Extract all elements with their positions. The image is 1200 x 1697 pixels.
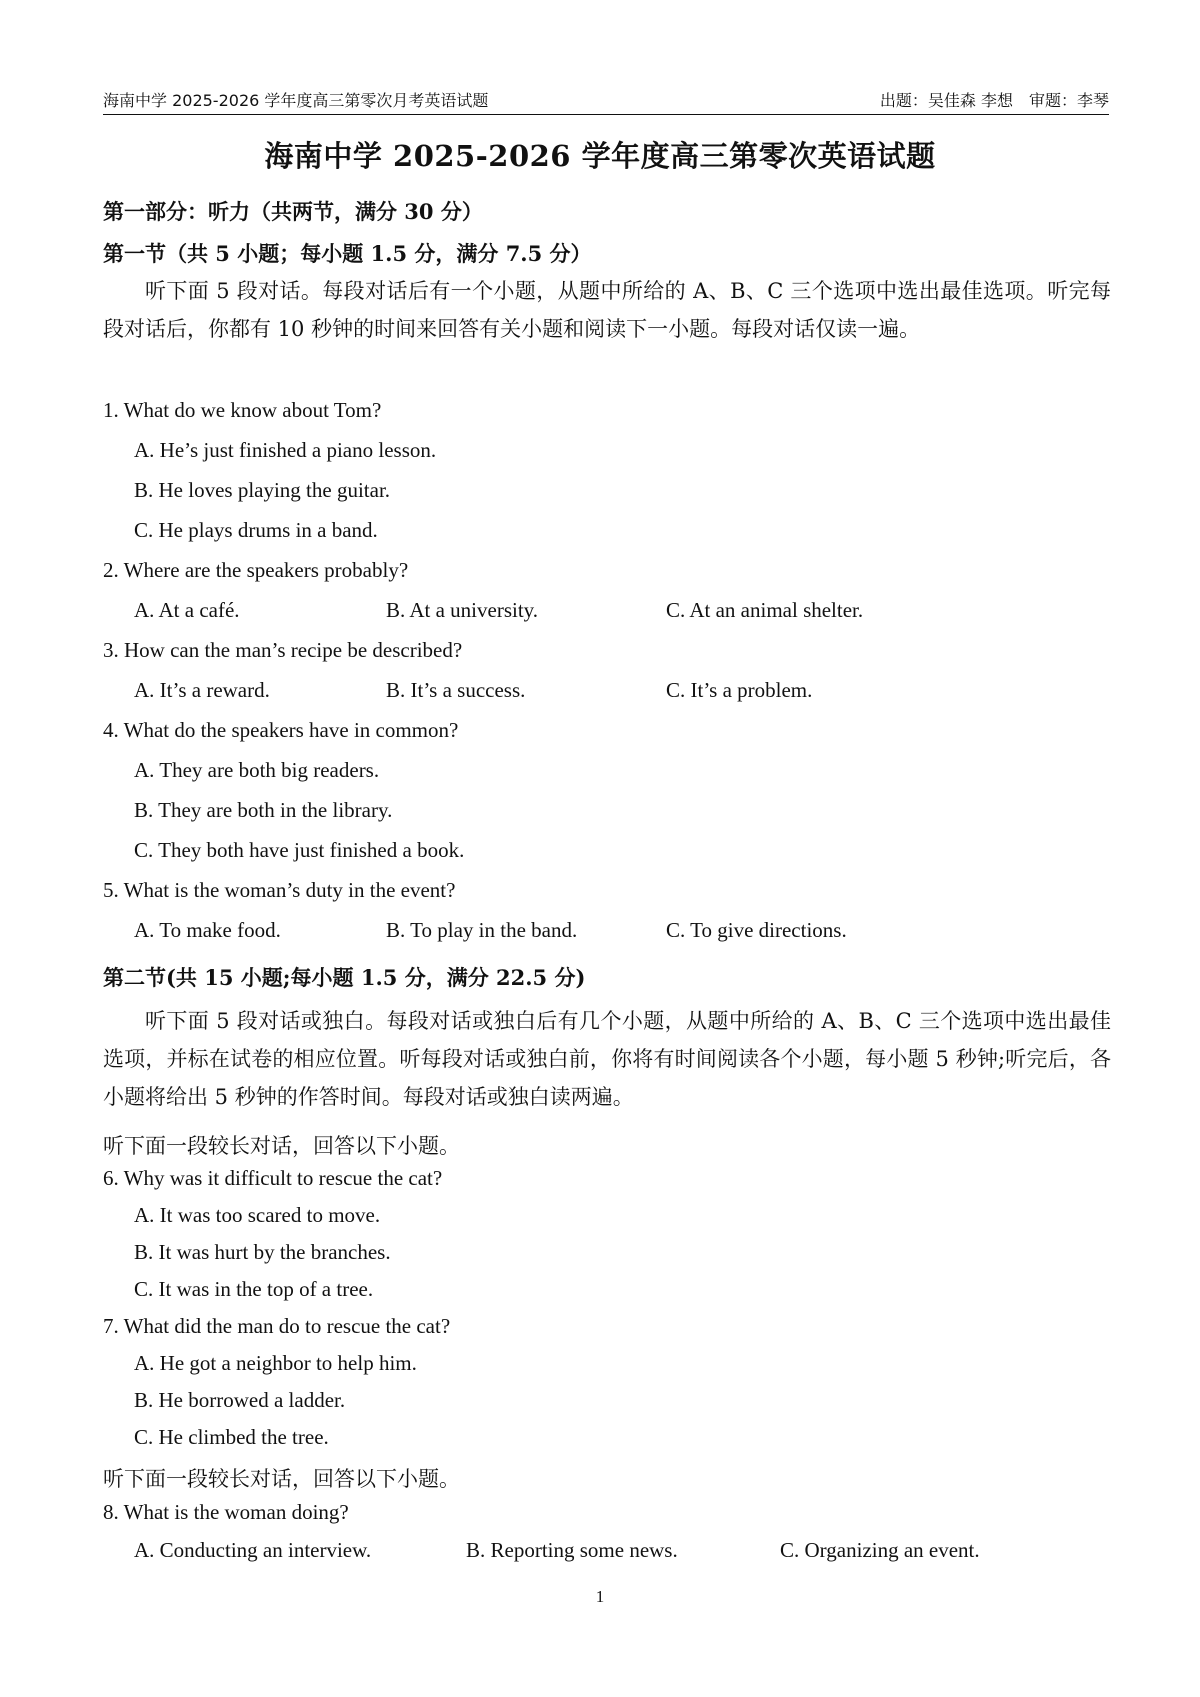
q8-option-b: B. Reporting some news. xyxy=(466,1538,678,1562)
q4-option-c: C. They both have just finished a book. xyxy=(134,838,465,862)
question-5: 5. What is the woman’s duty in the event? xyxy=(103,878,456,902)
section2-instructions: 听下面 5 段对话或独白。每段对话或独白后有几个小题，从题中所给的 A、B、C 三个选项中选出最佳选项，并标在试卷的相应位置。听每段对话或独白前，你将有时间阅读各个小题，每小题 5 秒钟;听完后，各小题将给出 5 秒钟的作答时间。每段对话或独白读两遍。 xyxy=(103,1009,1111,1109)
q7-option-b: B. He borrowed a ladder. xyxy=(134,1388,346,1412)
q6-option-c: C. It was in the top of a tree. xyxy=(134,1277,374,1301)
page-header xyxy=(103,86,1109,115)
q5-option-c: C. To give directions. xyxy=(666,918,847,942)
section2-heading: 第二节(共 15 小题;每小题 1.5 分，满分 22.5 分) xyxy=(103,965,586,990)
q4-option-a: A. They are both big readers. xyxy=(134,758,380,782)
q8-option-a: A. Conducting an interview. xyxy=(134,1538,372,1562)
q5-option-b: B. To play in the band. xyxy=(386,918,578,942)
q1-option-c: C. He plays drums in a band. xyxy=(134,518,378,542)
q7-option-a: A. He got a neighbor to help him. xyxy=(134,1351,417,1375)
q1-option-b: B. He loves playing the guitar. xyxy=(134,478,391,502)
question-6: 6. Why was it difficult to rescue the cat? xyxy=(103,1166,443,1190)
question-4: 4. What do the speakers have in common? xyxy=(103,718,459,742)
q5-option-a: A. To make food. xyxy=(134,918,281,942)
page-title: 海南中学 2025-2026 学年度高三第零次英语试题 xyxy=(264,139,936,173)
question-1: 1. What do we know about Tom? xyxy=(103,398,382,422)
page-number: 1 xyxy=(595,1587,605,1606)
q3-option-c: C. It’s a problem. xyxy=(666,678,813,702)
header-exam-name: 海南中学 2025-2026 学年度高三第零次月考英语试题 xyxy=(103,91,489,110)
q2-option-b: B. At a university. xyxy=(386,598,539,622)
q3-option-a: A. It’s a reward. xyxy=(134,678,270,702)
q2-option-c: C. At an animal shelter. xyxy=(666,598,864,622)
q3-option-b: B. It’s a success. xyxy=(386,678,526,702)
header-authors: 出题：吴佳森 李想 审题：李琴 xyxy=(879,91,1109,110)
section1-heading: 第一节（共 5 小题；每小题 1.5 分，满分 7.5 分） xyxy=(103,241,592,266)
q2-option-a: A. At a café. xyxy=(134,598,240,622)
question-3: 3. How can the man’s recipe be described? xyxy=(103,638,463,662)
section1-instructions: 听下面 5 段对话。每段对话后有一个小题，从题中所给的 A、B、C 三个选项中选出最佳选项。听完每段对话后，你都有 10 秒钟的时间来回答有关小题和阅读下一小题。每段对话仅读一遍。 xyxy=(103,279,1111,341)
q6-option-a: A. It was too scared to move. xyxy=(134,1203,381,1227)
question-8: 8. What is the woman doing? xyxy=(103,1500,349,1524)
q6-option-b: B. It was hurt by the branches. xyxy=(134,1240,391,1264)
question-2: 2. Where are the speakers probably? xyxy=(103,558,409,582)
part1-heading: 第一部分：听力（共两节，满分 30 分） xyxy=(103,199,483,224)
question-7: 7. What did the man do to rescue the cat? xyxy=(103,1314,451,1338)
q1-option-a: A. He’s just finished a piano lesson. xyxy=(134,438,437,462)
listen-instruction-1: 听下面一段较长对话，回答以下小题。 xyxy=(103,1134,460,1158)
q7-option-c: C. He climbed the tree. xyxy=(134,1425,329,1449)
q8-option-c: C. Organizing an event. xyxy=(780,1538,980,1562)
q4-option-b: B. They are both in the library. xyxy=(134,798,393,822)
listen-instruction-2: 听下面一段较长对话，回答以下小题。 xyxy=(103,1467,460,1491)
